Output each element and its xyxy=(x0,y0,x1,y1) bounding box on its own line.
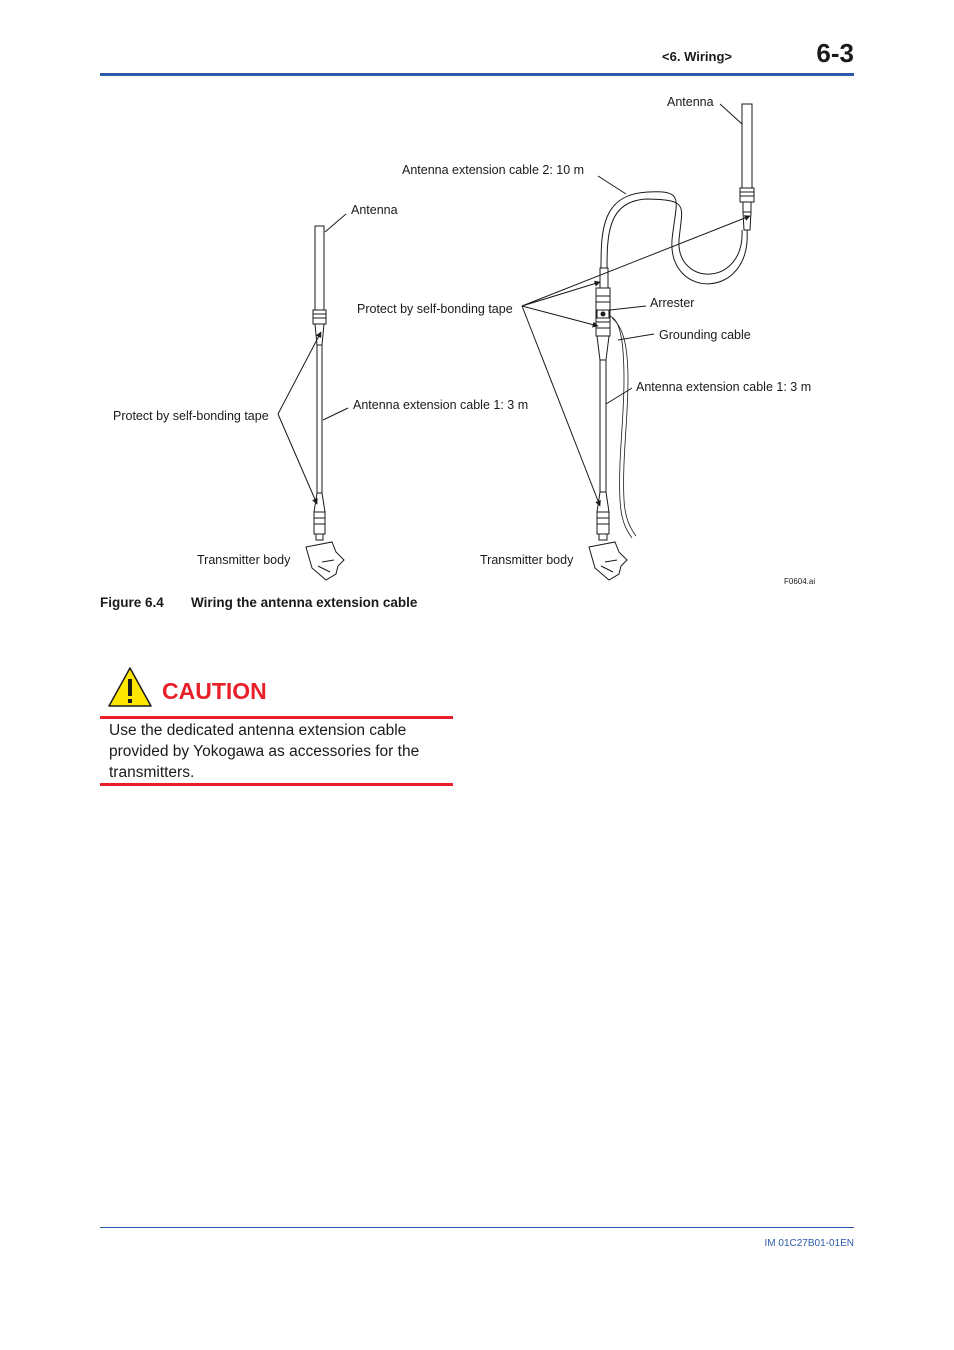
caution-title: CAUTION xyxy=(162,678,267,704)
figure-caption xyxy=(100,595,417,610)
caution-text: Use the dedicated antenna extension cable provided by Yokogawa as accessories for the transmitters. xyxy=(109,722,420,781)
left-antenna-label: Antenna xyxy=(351,203,398,217)
right-bottom-connector xyxy=(597,512,609,534)
right-top-connector xyxy=(740,188,754,202)
left-extension-cable-1 xyxy=(317,345,322,493)
right-cable1-label: Antenna extension cable 1: 3 m xyxy=(636,380,812,394)
right-cable2-label: Antenna extension cable 2: 10 m xyxy=(402,163,585,177)
left-antenna-rod xyxy=(315,226,324,310)
right-tape-label: Protect by self-bonding tape xyxy=(357,302,513,316)
footer-rule xyxy=(100,1227,854,1228)
figure-title: Wiring the antenna extension cable xyxy=(191,595,418,610)
grounding-label: Grounding cable xyxy=(659,328,751,342)
warning-triangle-icon xyxy=(107,666,153,708)
caution-top-rule xyxy=(100,716,453,719)
document-id: IM 01C27B01-01EN xyxy=(764,1238,854,1249)
left-top-connector xyxy=(313,310,326,324)
left-assembly xyxy=(278,214,348,580)
right-antenna-rod xyxy=(742,104,752,188)
figure-number: Figure 6.4 xyxy=(100,595,164,610)
figure-file-id: F0604.ai xyxy=(784,577,816,586)
right-body-label: Transmitter body xyxy=(480,553,574,567)
caution-bottom-rule xyxy=(100,783,453,786)
page-number: 6-3 xyxy=(816,38,854,68)
left-body-label: Transmitter body xyxy=(197,553,291,567)
right-antenna-label: Antenna xyxy=(667,95,714,109)
antenna-wiring-figure xyxy=(0,0,954,620)
section-header: <6. Wiring> xyxy=(662,49,732,64)
left-bottom-connector xyxy=(314,512,325,534)
left-cable-label: Antenna extension cable 1: 3 m xyxy=(353,398,529,412)
right-extension-cable-2 xyxy=(601,192,747,284)
grounding-cable xyxy=(610,316,632,538)
left-tape-label: Protect by self-bonding tape xyxy=(113,409,269,423)
right-extension-cable-1 xyxy=(600,360,606,492)
arrester-label: Arrester xyxy=(650,296,695,310)
